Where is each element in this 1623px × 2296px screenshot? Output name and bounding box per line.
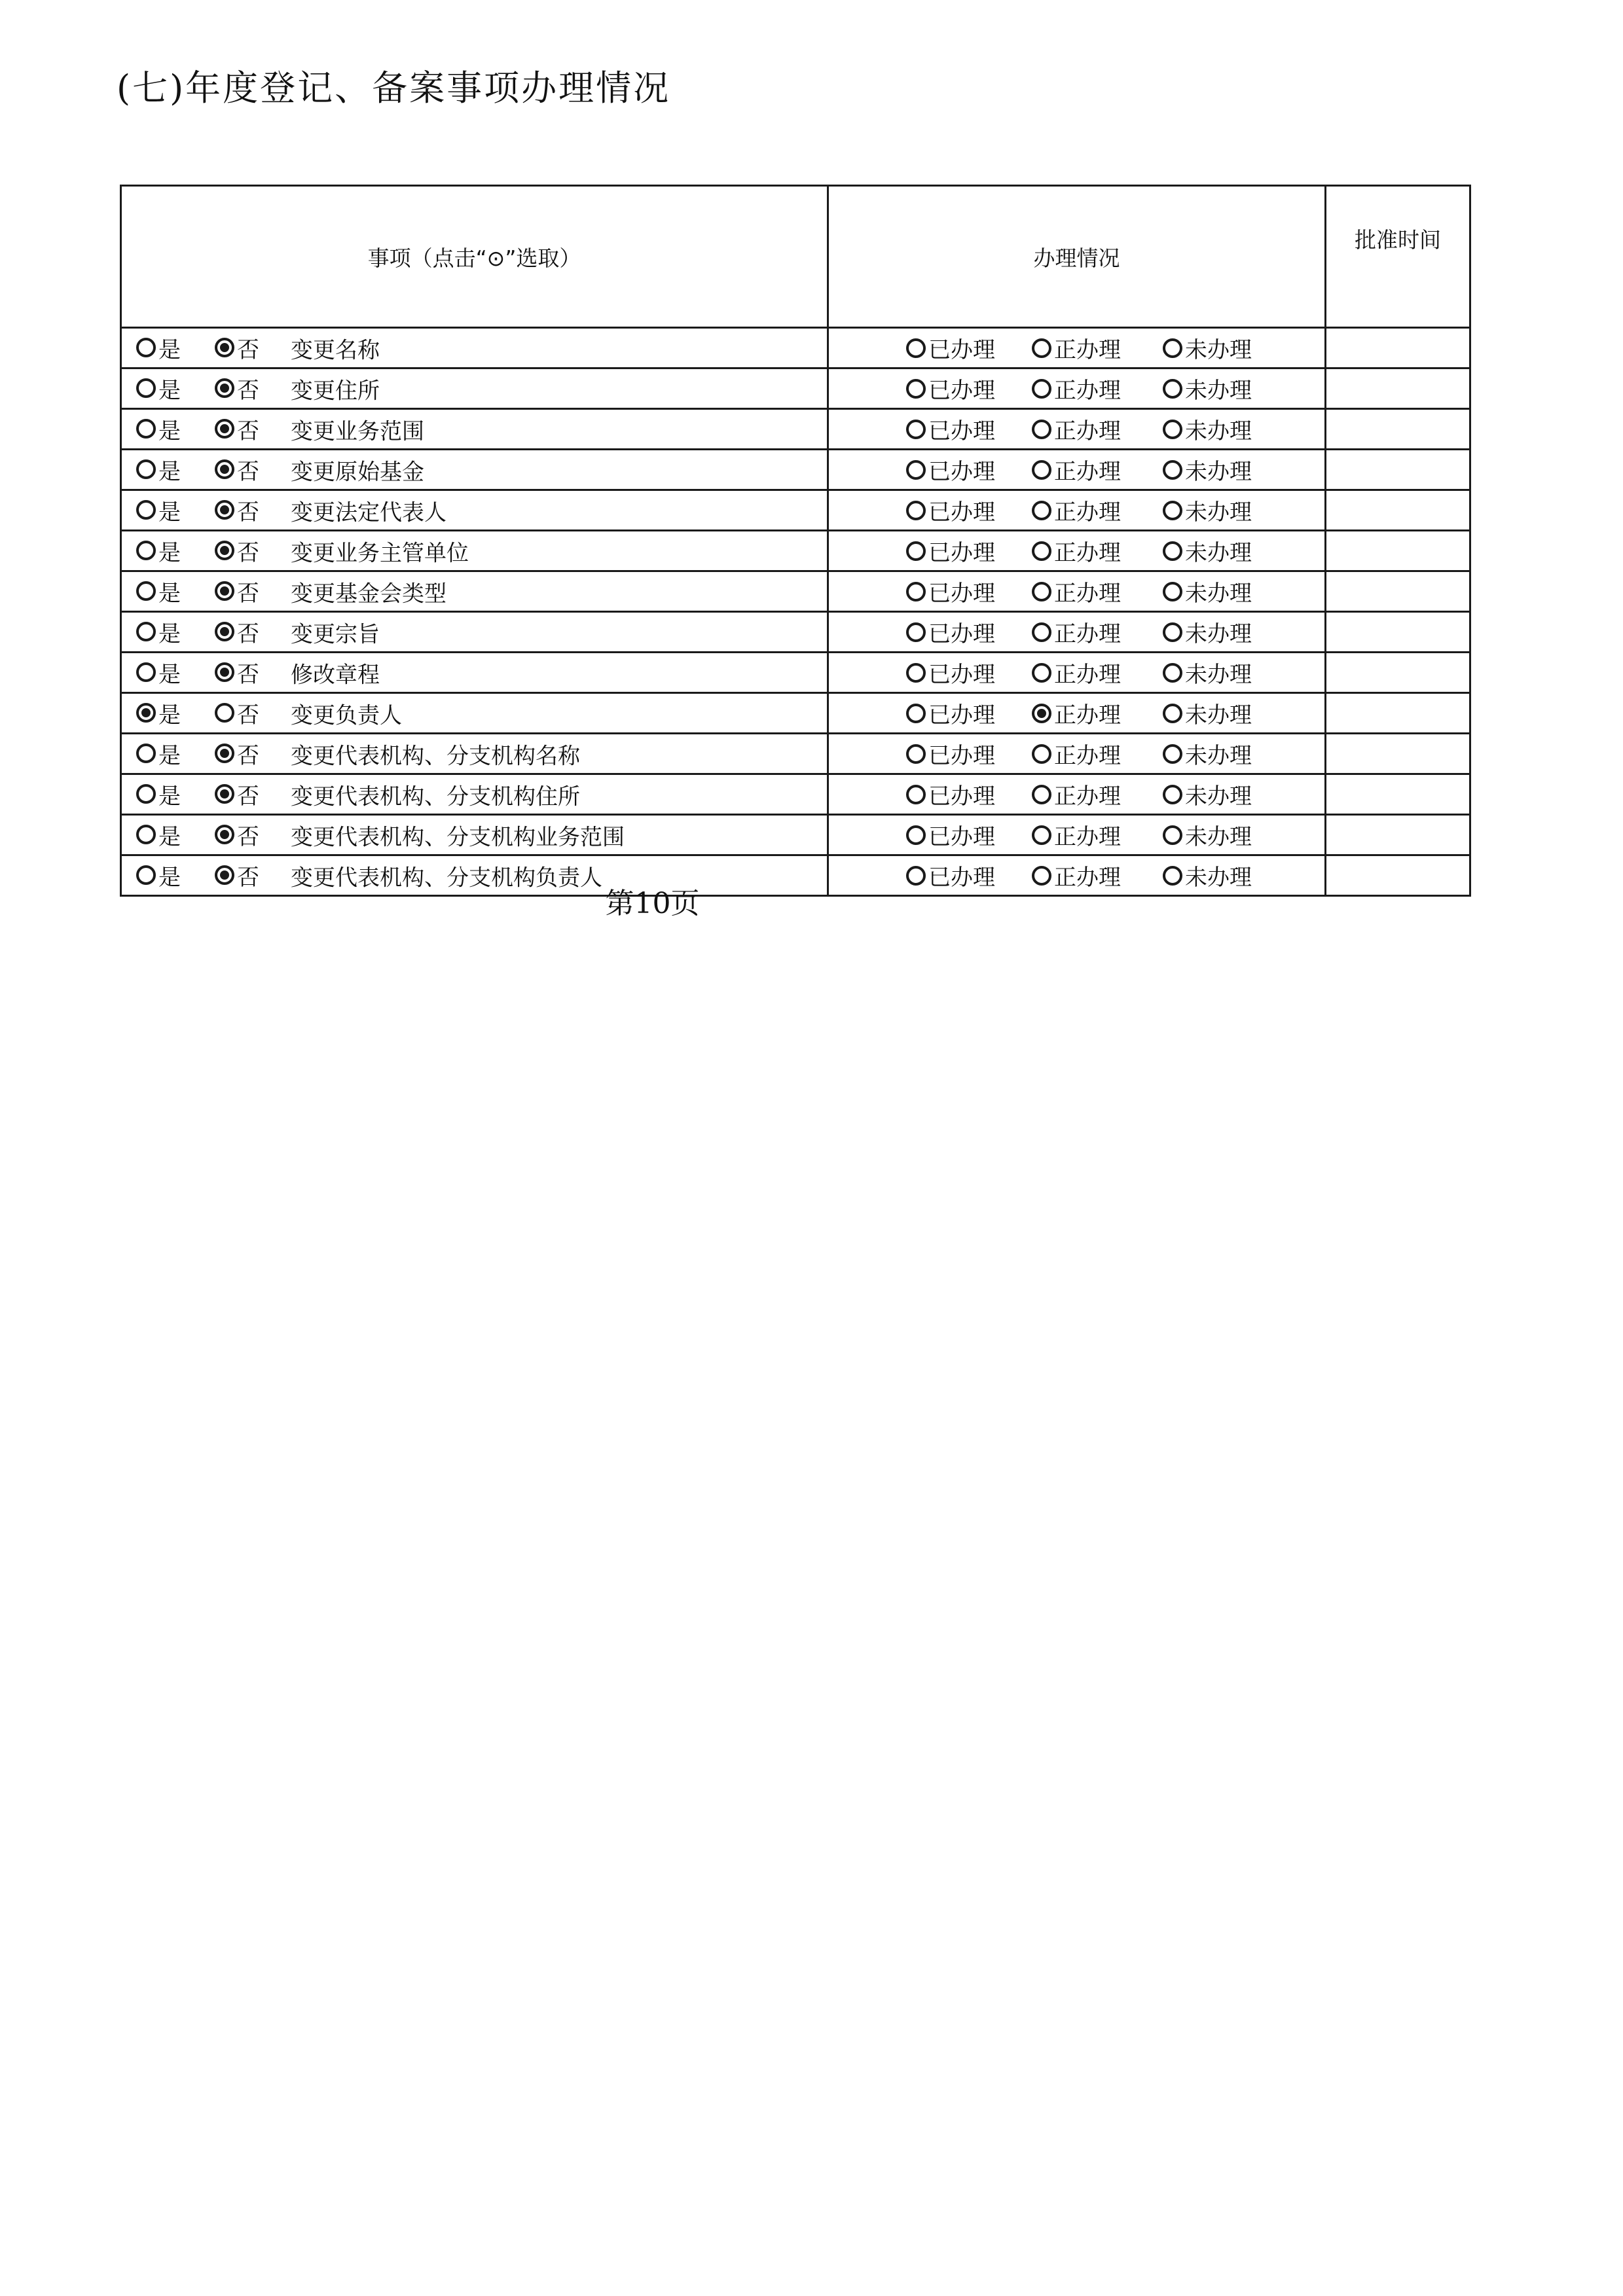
done-radio-label: 已办理 xyxy=(928,702,995,728)
item-cell xyxy=(121,409,828,450)
radio-unchecked-icon[interactable] xyxy=(1163,338,1182,358)
approval-time-cell[interactable] xyxy=(1326,409,1470,450)
radio-checked-icon[interactable] xyxy=(215,338,234,357)
radio-unchecked-icon[interactable] xyxy=(1032,460,1051,480)
radio-unchecked-icon[interactable] xyxy=(906,744,926,764)
yes-radio-label: 是 xyxy=(158,702,181,728)
table-body xyxy=(121,328,1470,896)
registration-filing-table xyxy=(120,185,1471,897)
in-progress-radio[interactable] xyxy=(1032,494,1163,526)
table-row xyxy=(121,734,1470,774)
item-label: 变更代表机构、分支机构名称 xyxy=(291,743,580,770)
approval-time-cell[interactable] xyxy=(1326,450,1470,490)
item-label: 变更基金会类型 xyxy=(291,581,447,607)
radio-unchecked-icon[interactable] xyxy=(1032,379,1051,399)
status-cell xyxy=(828,409,1326,450)
page-number-text: 第10页 xyxy=(605,887,700,920)
not-done-radio[interactable] xyxy=(1163,494,1252,526)
approval-time-cell[interactable] xyxy=(1326,815,1470,855)
radio-checked-icon[interactable] xyxy=(136,703,156,723)
in-progress-radio-label: 正办理 xyxy=(1054,540,1121,566)
done-radio-label: 已办理 xyxy=(928,662,995,688)
item-label: 变更宗旨 xyxy=(291,621,380,648)
status-cell xyxy=(828,450,1326,490)
radio-unchecked-icon[interactable] xyxy=(906,663,926,683)
yes-radio-label: 是 xyxy=(158,742,181,769)
radio-unchecked-icon[interactable] xyxy=(906,420,926,439)
yes-radio[interactable] xyxy=(136,454,215,486)
approval-time-cell[interactable] xyxy=(1326,612,1470,653)
radio-unchecked-icon[interactable] xyxy=(136,581,156,601)
no-radio[interactable] xyxy=(215,454,291,486)
not-done-radio-label: 未办理 xyxy=(1185,865,1252,891)
done-radio[interactable] xyxy=(906,656,1032,689)
radio-unchecked-icon[interactable] xyxy=(1032,338,1051,358)
yes-radio-label: 是 xyxy=(158,783,181,810)
radio-checked-icon[interactable] xyxy=(1032,704,1051,723)
table-row xyxy=(121,409,1470,450)
done-radio-label: 已办理 xyxy=(928,540,995,566)
not-done-radio[interactable] xyxy=(1163,778,1252,810)
radio-unchecked-icon[interactable] xyxy=(136,378,156,398)
radio-unchecked-icon[interactable] xyxy=(906,622,926,642)
done-radio-label: 已办理 xyxy=(928,824,995,850)
no-radio-label: 否 xyxy=(237,458,259,485)
yes-radio-label: 是 xyxy=(158,580,181,607)
radio-checked-icon[interactable] xyxy=(215,541,234,560)
in-progress-radio-label: 正办理 xyxy=(1054,378,1121,404)
done-radio[interactable] xyxy=(906,332,1032,364)
in-progress-radio-label: 正办理 xyxy=(1054,418,1121,444)
no-radio-label: 否 xyxy=(237,661,259,688)
item-cell xyxy=(121,368,828,409)
in-progress-radio-label: 正办理 xyxy=(1054,702,1121,728)
in-progress-radio[interactable] xyxy=(1032,372,1163,404)
radio-unchecked-icon[interactable] xyxy=(215,703,234,723)
radio-checked-icon[interactable] xyxy=(215,744,234,763)
status-cell xyxy=(828,815,1326,855)
approval-time-cell[interactable] xyxy=(1326,490,1470,531)
table-row xyxy=(121,774,1470,815)
radio-unchecked-icon[interactable] xyxy=(906,541,926,561)
item-cell xyxy=(121,531,828,571)
status-cell xyxy=(828,368,1326,409)
not-done-radio-label: 未办理 xyxy=(1185,783,1252,810)
table-row xyxy=(121,612,1470,653)
no-radio[interactable] xyxy=(215,332,291,364)
done-radio[interactable] xyxy=(906,778,1032,810)
not-done-radio[interactable] xyxy=(1163,819,1252,851)
in-progress-radio[interactable] xyxy=(1032,454,1163,486)
item-label: 变更代表机构、分支机构负责人 xyxy=(291,865,602,891)
radio-unchecked-icon[interactable] xyxy=(906,704,926,723)
no-radio-label: 否 xyxy=(237,742,259,769)
in-progress-radio-label: 正办理 xyxy=(1054,459,1121,485)
no-radio-label: 否 xyxy=(237,499,259,526)
radio-unchecked-icon[interactable] xyxy=(136,541,156,560)
radio-unchecked-icon[interactable] xyxy=(1163,663,1182,683)
approval-time-cell[interactable] xyxy=(1326,368,1470,409)
table-row xyxy=(121,450,1470,490)
no-radio[interactable] xyxy=(215,413,291,445)
radio-unchecked-icon[interactable] xyxy=(136,338,156,357)
not-done-radio[interactable] xyxy=(1163,697,1252,729)
no-radio[interactable] xyxy=(215,738,291,770)
status-cell xyxy=(828,653,1326,693)
radio-unchecked-icon[interactable] xyxy=(1032,622,1051,642)
radio-unchecked-icon[interactable] xyxy=(906,785,926,804)
yes-radio[interactable] xyxy=(136,778,215,810)
no-radio-label: 否 xyxy=(237,864,259,891)
no-radio-label: 否 xyxy=(237,580,259,607)
radio-unchecked-icon[interactable] xyxy=(906,460,926,480)
radio-unchecked-icon[interactable] xyxy=(1032,541,1051,561)
status-cell xyxy=(828,612,1326,653)
radio-checked-icon[interactable] xyxy=(215,500,234,520)
no-radio[interactable] xyxy=(215,535,291,567)
yes-radio[interactable] xyxy=(136,413,215,445)
yes-radio[interactable] xyxy=(136,819,215,851)
status-cell xyxy=(828,734,1326,774)
radio-unchecked-icon[interactable] xyxy=(1032,582,1051,601)
radio-unchecked-icon[interactable] xyxy=(906,501,926,520)
radio-unchecked-icon[interactable] xyxy=(1163,785,1182,804)
approval-time-cell[interactable] xyxy=(1326,774,1470,815)
item-label: 变更原始基金 xyxy=(291,459,424,486)
radio-unchecked-icon[interactable] xyxy=(906,582,926,601)
in-progress-radio-label: 正办理 xyxy=(1054,581,1121,607)
item-label: 变更代表机构、分支机构住所 xyxy=(291,783,580,810)
table-row xyxy=(121,571,1470,612)
done-radio-label: 已办理 xyxy=(928,621,995,647)
yes-radio[interactable] xyxy=(136,494,215,526)
done-radio[interactable] xyxy=(906,454,1032,486)
radio-unchecked-icon[interactable] xyxy=(136,419,156,439)
not-done-radio-label: 未办理 xyxy=(1185,662,1252,688)
in-progress-radio-label: 正办理 xyxy=(1054,499,1121,526)
approval-time-cell[interactable] xyxy=(1326,693,1470,734)
done-radio[interactable] xyxy=(906,616,1032,648)
yes-radio[interactable] xyxy=(136,697,215,729)
done-radio[interactable] xyxy=(906,697,1032,729)
not-done-radio[interactable] xyxy=(1163,575,1252,607)
in-progress-radio-label: 正办理 xyxy=(1054,743,1121,769)
section-title: (七)年度登记、备案事项办理情况 xyxy=(117,67,671,109)
in-progress-radio[interactable] xyxy=(1032,656,1163,689)
yes-radio-label: 是 xyxy=(158,661,181,688)
header-status: 办理情况 xyxy=(828,186,1326,328)
table-row xyxy=(121,653,1470,693)
status-cell xyxy=(828,328,1326,368)
done-radio-label: 已办理 xyxy=(928,459,995,485)
radio-unchecked-icon[interactable] xyxy=(1163,460,1182,480)
no-radio-label: 否 xyxy=(237,702,259,728)
yes-radio-label: 是 xyxy=(158,539,181,566)
in-progress-radio[interactable] xyxy=(1032,575,1163,607)
in-progress-radio-label: 正办理 xyxy=(1054,621,1121,647)
radio-checked-icon[interactable] xyxy=(215,459,234,479)
not-done-radio[interactable] xyxy=(1163,656,1252,689)
not-done-radio-label: 未办理 xyxy=(1185,499,1252,526)
radio-unchecked-icon[interactable] xyxy=(1032,420,1051,439)
radio-unchecked-icon[interactable] xyxy=(1163,622,1182,642)
not-done-radio-label: 未办理 xyxy=(1185,621,1252,647)
yes-radio[interactable] xyxy=(136,738,215,770)
in-progress-radio[interactable] xyxy=(1032,738,1163,770)
item-cell xyxy=(121,612,828,653)
in-progress-radio-label: 正办理 xyxy=(1054,662,1121,688)
in-progress-radio[interactable] xyxy=(1032,413,1163,445)
done-radio-label: 已办理 xyxy=(928,743,995,769)
no-radio[interactable] xyxy=(215,697,291,729)
yes-radio[interactable] xyxy=(136,535,215,567)
in-progress-radio[interactable] xyxy=(1032,616,1163,648)
not-done-radio-label: 未办理 xyxy=(1185,418,1252,444)
radio-unchecked-icon[interactable] xyxy=(1163,825,1182,845)
radio-unchecked-icon[interactable] xyxy=(1163,379,1182,399)
in-progress-radio[interactable] xyxy=(1032,535,1163,567)
item-cell xyxy=(121,328,828,368)
done-radio[interactable] xyxy=(906,535,1032,567)
yes-radio-label: 是 xyxy=(158,864,181,891)
in-progress-radio-label: 正办理 xyxy=(1054,337,1121,363)
no-radio[interactable] xyxy=(215,575,291,607)
approval-time-cell[interactable] xyxy=(1326,531,1470,571)
radio-unchecked-icon[interactable] xyxy=(906,379,926,399)
yes-radio-label: 是 xyxy=(158,458,181,485)
done-radio-label: 已办理 xyxy=(928,581,995,607)
no-radio[interactable] xyxy=(215,372,291,404)
no-radio[interactable] xyxy=(215,616,291,648)
radio-checked-icon[interactable] xyxy=(215,784,234,804)
item-label: 变更业务范围 xyxy=(291,418,424,445)
item-label: 修改章程 xyxy=(291,662,380,689)
item-label: 变更负责人 xyxy=(291,702,402,729)
header-item: 事项（点击“⊙”选取） xyxy=(121,186,828,328)
table-row xyxy=(121,328,1470,368)
in-progress-radio-label: 正办理 xyxy=(1054,865,1121,891)
radio-unchecked-icon[interactable] xyxy=(1163,582,1182,601)
radio-unchecked-icon[interactable] xyxy=(136,784,156,804)
yes-radio-label: 是 xyxy=(158,620,181,647)
done-radio[interactable] xyxy=(906,413,1032,445)
item-cell xyxy=(121,734,828,774)
status-cell xyxy=(828,693,1326,734)
done-radio[interactable] xyxy=(906,372,1032,404)
no-radio-label: 否 xyxy=(237,823,259,850)
done-radio-label: 已办理 xyxy=(928,337,995,363)
status-cell xyxy=(828,774,1326,815)
done-radio[interactable] xyxy=(906,575,1032,607)
yes-radio-label: 是 xyxy=(158,377,181,404)
radio-unchecked-icon[interactable] xyxy=(136,825,156,844)
radio-unchecked-icon[interactable] xyxy=(1032,825,1051,845)
no-radio[interactable] xyxy=(215,819,291,851)
no-radio-label: 否 xyxy=(237,620,259,647)
yes-radio[interactable] xyxy=(136,372,215,404)
radio-unchecked-icon[interactable] xyxy=(906,338,926,358)
radio-unchecked-icon[interactable] xyxy=(1032,785,1051,804)
item-label: 变更业务主管单位 xyxy=(291,540,469,567)
radio-unchecked-icon[interactable] xyxy=(1032,744,1051,764)
in-progress-radio-label: 正办理 xyxy=(1054,824,1121,850)
done-radio[interactable] xyxy=(906,819,1032,851)
radio-unchecked-icon[interactable] xyxy=(1032,501,1051,520)
yes-radio-label: 是 xyxy=(158,499,181,526)
done-radio-label: 已办理 xyxy=(928,499,995,526)
no-radio[interactable] xyxy=(215,494,291,526)
no-radio[interactable] xyxy=(215,778,291,810)
no-radio-label: 否 xyxy=(237,783,259,810)
done-radio-label: 已办理 xyxy=(928,783,995,810)
item-cell xyxy=(121,450,828,490)
table-row xyxy=(121,368,1470,409)
yes-radio[interactable] xyxy=(136,575,215,607)
table-header-row xyxy=(121,186,1470,328)
done-radio-label: 已办理 xyxy=(928,865,995,891)
table-row xyxy=(121,815,1470,855)
done-radio[interactable] xyxy=(906,738,1032,770)
radio-unchecked-icon[interactable] xyxy=(1163,744,1182,764)
not-done-radio-label: 未办理 xyxy=(1185,378,1252,404)
not-done-radio-label: 未办理 xyxy=(1185,337,1252,363)
item-cell xyxy=(121,571,828,612)
item-label: 变更名称 xyxy=(291,337,380,364)
in-progress-radio-label: 正办理 xyxy=(1054,783,1121,810)
not-done-radio-label: 未办理 xyxy=(1185,702,1252,728)
radio-unchecked-icon[interactable] xyxy=(1163,420,1182,439)
status-cell xyxy=(828,571,1326,612)
radio-unchecked-icon[interactable] xyxy=(906,825,926,845)
no-radio-label: 否 xyxy=(237,336,259,363)
radio-unchecked-icon[interactable] xyxy=(1163,704,1182,723)
not-done-radio[interactable] xyxy=(1163,738,1252,770)
not-done-radio-label: 未办理 xyxy=(1185,540,1252,566)
table-row xyxy=(121,531,1470,571)
radio-unchecked-icon[interactable] xyxy=(136,500,156,520)
radio-checked-icon[interactable] xyxy=(215,378,234,398)
approval-time-cell[interactable] xyxy=(1326,653,1470,693)
header-approval-time: 批准时间 xyxy=(1326,186,1470,328)
page-number xyxy=(0,880,1623,922)
radio-unchecked-icon[interactable] xyxy=(136,622,156,641)
radio-checked-icon[interactable] xyxy=(215,825,234,844)
not-done-radio[interactable] xyxy=(1163,332,1252,364)
no-radio-label: 否 xyxy=(237,418,259,444)
item-cell xyxy=(121,774,828,815)
approval-time-cell[interactable] xyxy=(1326,571,1470,612)
not-done-radio[interactable] xyxy=(1163,454,1252,486)
radio-checked-icon[interactable] xyxy=(215,662,234,682)
radio-checked-icon[interactable] xyxy=(215,581,234,601)
not-done-radio-label: 未办理 xyxy=(1185,581,1252,607)
yes-radio[interactable] xyxy=(136,332,215,364)
radio-unchecked-icon[interactable] xyxy=(1032,663,1051,683)
approval-time-cell[interactable] xyxy=(1326,328,1470,368)
not-done-radio[interactable] xyxy=(1163,535,1252,567)
yes-radio[interactable] xyxy=(136,656,215,689)
done-radio-label: 已办理 xyxy=(928,378,995,404)
item-cell xyxy=(121,490,828,531)
item-cell xyxy=(121,693,828,734)
not-done-radio[interactable] xyxy=(1163,413,1252,445)
radio-unchecked-icon[interactable] xyxy=(1163,541,1182,561)
item-cell xyxy=(121,815,828,855)
not-done-radio-label: 未办理 xyxy=(1185,743,1252,769)
yes-radio[interactable] xyxy=(136,616,215,648)
yes-radio-label: 是 xyxy=(158,336,181,363)
radio-checked-icon[interactable] xyxy=(215,419,234,439)
radio-unchecked-icon[interactable] xyxy=(136,459,156,479)
item-label: 变更法定代表人 xyxy=(291,499,447,526)
item-cell xyxy=(121,653,828,693)
radio-unchecked-icon[interactable] xyxy=(136,662,156,682)
in-progress-radio[interactable] xyxy=(1032,819,1163,851)
status-cell xyxy=(828,531,1326,571)
radio-unchecked-icon[interactable] xyxy=(1163,501,1182,520)
in-progress-radio[interactable] xyxy=(1032,697,1163,729)
no-radio[interactable] xyxy=(215,656,291,689)
in-progress-radio[interactable] xyxy=(1032,332,1163,364)
item-label: 变更住所 xyxy=(291,378,380,404)
item-label: 变更代表机构、分支机构业务范围 xyxy=(291,824,625,851)
not-done-radio[interactable] xyxy=(1163,372,1252,404)
radio-unchecked-icon[interactable] xyxy=(136,744,156,763)
done-radio-label: 已办理 xyxy=(928,418,995,444)
table-row xyxy=(121,693,1470,734)
not-done-radio-label: 未办理 xyxy=(1185,459,1252,485)
no-radio-label: 否 xyxy=(237,377,259,404)
in-progress-radio[interactable] xyxy=(1032,778,1163,810)
done-radio[interactable] xyxy=(906,494,1032,526)
not-done-radio-label: 未办理 xyxy=(1185,824,1252,850)
yes-radio-label: 是 xyxy=(158,418,181,444)
not-done-radio[interactable] xyxy=(1163,616,1252,648)
no-radio-label: 否 xyxy=(237,539,259,566)
table-row xyxy=(121,490,1470,531)
approval-time-cell[interactable] xyxy=(1326,734,1470,774)
yes-radio-label: 是 xyxy=(158,823,181,850)
status-cell xyxy=(828,490,1326,531)
radio-checked-icon[interactable] xyxy=(215,622,234,641)
